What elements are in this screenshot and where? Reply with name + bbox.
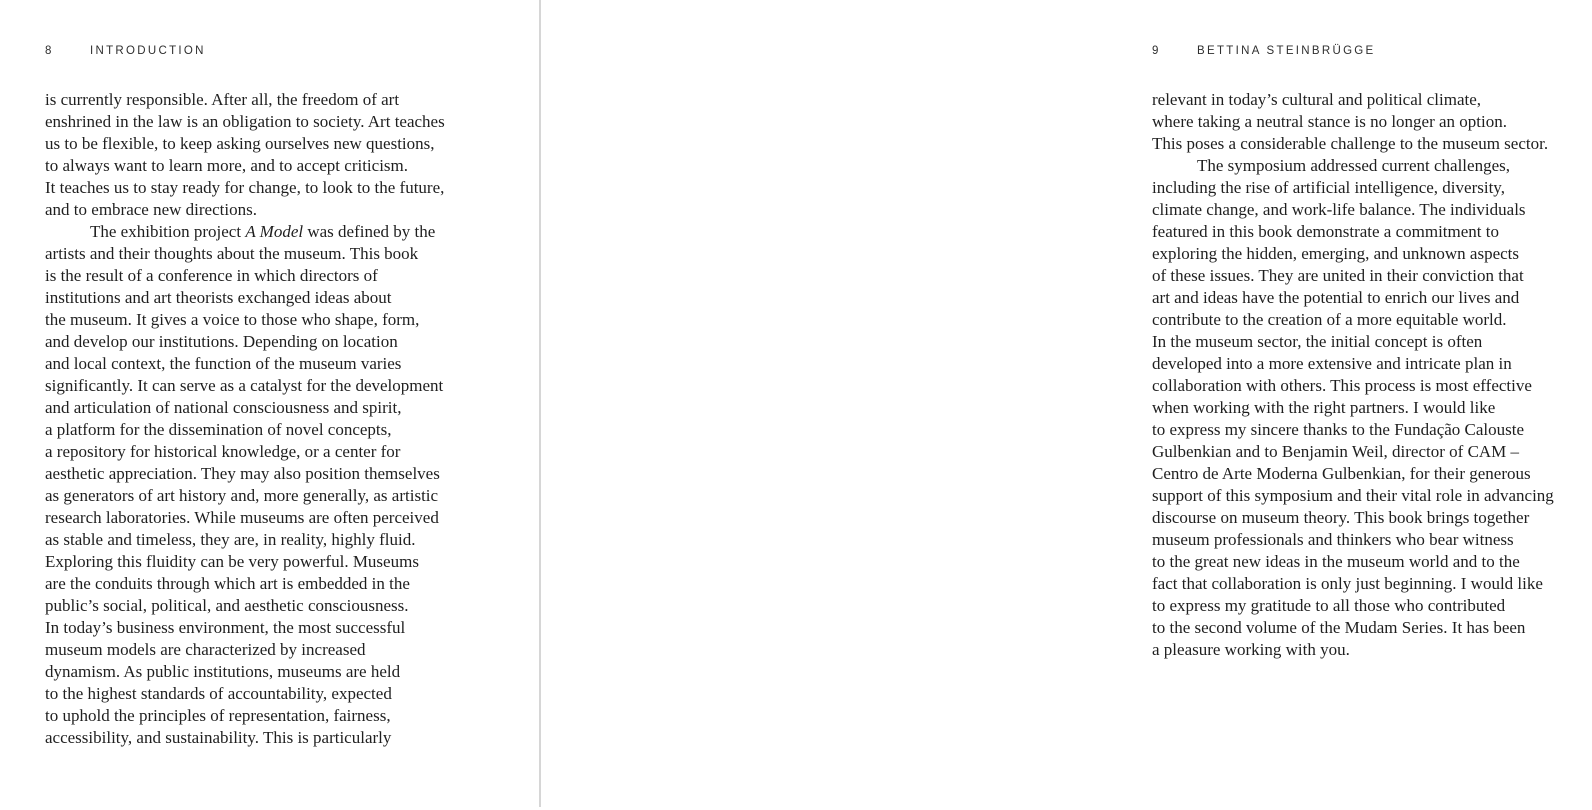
text-run: The exhibition project xyxy=(90,222,246,241)
page-left-running-title: INTRODUCTION xyxy=(90,45,206,57)
text-run: fact that collaboration is only just beginning. I would like xyxy=(1152,574,1543,593)
text-line xyxy=(45,529,485,551)
text-run: a pleasure working with you. xyxy=(1152,640,1350,659)
text-run: enshrined in the law is an obligation to society. Art teaches xyxy=(45,112,445,131)
text-run: of these issues. They are united in their conviction that xyxy=(1152,266,1524,285)
page-right xyxy=(540,0,1554,810)
text-line xyxy=(45,573,485,595)
text-run: a repository for historical knowledge, or a center for xyxy=(45,442,401,461)
text-run: dynamism. As public institutions, museums are held xyxy=(45,662,401,681)
text-run: a platform for the dissemination of novel concepts, xyxy=(45,420,392,439)
text-run: exploring the hidden, emerging, and unknown aspects xyxy=(1152,244,1519,263)
text-run: to express my sincere thanks to the Fundação Calouste xyxy=(1152,420,1525,439)
text-line xyxy=(45,199,485,221)
text-run: The symposium addressed current challenges, xyxy=(1197,156,1510,175)
text-run: art and ideas have the potential to enrich our lives and xyxy=(1152,288,1520,307)
italic-text-run: A Model xyxy=(245,222,304,241)
text-run: to express my gratitude to all those who contributed xyxy=(1152,596,1506,615)
text-run: as generators of art history and, more generally, as artistic xyxy=(45,486,439,505)
text-line xyxy=(1152,485,1592,507)
text-line xyxy=(1152,155,1592,177)
text-run: museum models are characterized by increased xyxy=(45,640,366,659)
text-line xyxy=(1152,529,1592,551)
text-run: Exploring this fluidity can be very powerful. Museums xyxy=(45,552,419,571)
text-line xyxy=(45,507,485,529)
text-line xyxy=(1152,177,1592,199)
text-line xyxy=(1152,111,1592,133)
text-run: and local context, the function of the museum varies xyxy=(45,354,402,373)
text-run: contribute to the creation of a more equitable world. xyxy=(1152,310,1507,329)
text-line xyxy=(45,331,485,353)
text-line xyxy=(1152,199,1592,221)
text-line xyxy=(45,595,485,617)
text-line xyxy=(45,243,485,265)
text-line xyxy=(45,265,485,287)
page-right-body xyxy=(1152,89,1592,661)
text-run: to the highest standards of accountability, expected xyxy=(45,684,392,703)
text-line xyxy=(45,705,485,727)
text-run: aesthetic appreciation. They may also position themselves xyxy=(45,464,440,483)
text-line xyxy=(1152,573,1592,595)
text-run: It teaches us to stay ready for change, to look to the future, xyxy=(45,178,445,197)
text-run: relevant in today’s cultural and political climate, xyxy=(1152,90,1482,109)
text-line xyxy=(1152,375,1592,397)
page-left-number: 8 xyxy=(45,45,52,57)
page-right-number: 9 xyxy=(1152,45,1159,57)
text-run: support of this symposium and their vital role in advancing xyxy=(1152,486,1554,505)
text-run: accessibility, and sustainability. This is particularly xyxy=(45,728,392,747)
text-run: including the rise of artificial intelligence, diversity, xyxy=(1152,178,1505,197)
text-run: significantly. It can serve as a catalyst for the development xyxy=(45,376,444,395)
text-run: In today’s business environment, the most successful xyxy=(45,618,406,637)
text-line xyxy=(1152,463,1592,485)
text-run: and develop our institutions. Depending on location xyxy=(45,332,398,351)
text-run: artists and their thoughts about the museum. This book xyxy=(45,244,419,263)
text-line xyxy=(1152,419,1592,441)
text-line xyxy=(45,221,485,243)
text-line xyxy=(45,661,485,683)
text-run: to the second volume of the Mudam Series. It has been xyxy=(1152,618,1526,637)
text-line xyxy=(45,353,485,375)
text-line xyxy=(45,441,485,463)
text-line xyxy=(45,551,485,573)
text-run: to always want to learn more, and to accept criticism. xyxy=(45,156,409,175)
text-run: when working with the right partners. I would like xyxy=(1152,398,1496,417)
text-line xyxy=(45,485,485,507)
page-left-header xyxy=(45,45,206,57)
text-run: is the result of a conference in which directors of xyxy=(45,266,378,285)
text-line xyxy=(45,133,485,155)
text-line xyxy=(1152,265,1592,287)
text-run: collaboration with others. This process is most effective xyxy=(1152,376,1532,395)
text-line xyxy=(45,463,485,485)
text-line xyxy=(45,287,485,309)
text-run: was defined by the xyxy=(303,222,436,241)
page-left xyxy=(0,0,540,810)
text-line xyxy=(45,727,485,749)
text-line xyxy=(45,683,485,705)
text-line xyxy=(1152,331,1592,353)
text-run: featured in this book demonstrate a commitment to xyxy=(1152,222,1499,241)
text-line xyxy=(45,309,485,331)
text-run: This poses a considerable challenge to the museum sector. xyxy=(1152,134,1549,153)
text-line xyxy=(1152,595,1592,617)
text-line xyxy=(45,111,485,133)
text-line xyxy=(1152,309,1592,331)
text-run: are the conduits through which art is embedded in the xyxy=(45,574,410,593)
text-line xyxy=(1152,397,1592,419)
text-run: In the museum sector, the initial concept is often xyxy=(1152,332,1483,351)
text-line xyxy=(45,639,485,661)
text-line xyxy=(1152,221,1592,243)
text-run: museum professionals and thinkers who bear witness xyxy=(1152,530,1514,549)
text-run: institutions and art theorists exchanged ideas about xyxy=(45,288,392,307)
text-line xyxy=(1152,287,1592,309)
text-run: discourse on museum theory. This book brings together xyxy=(1152,508,1530,527)
text-line xyxy=(1152,243,1592,265)
text-line xyxy=(45,155,485,177)
text-run: and to embrace new directions. xyxy=(45,200,257,219)
text-run: research laboratories. While museums are often perceived xyxy=(45,508,439,527)
text-run: to uphold the principles of representation, fairness, xyxy=(45,706,391,725)
text-line xyxy=(45,419,485,441)
text-run: developed into a more extensive and intricate plan in xyxy=(1152,354,1512,373)
text-line xyxy=(45,375,485,397)
text-run: to the great new ideas in the museum world and to the xyxy=(1152,552,1520,571)
text-run: climate change, and work-life balance. The individuals xyxy=(1152,200,1526,219)
text-run: us to be flexible, to keep asking ourselves new questions, xyxy=(45,134,435,153)
text-line xyxy=(1152,507,1592,529)
text-run: the museum. It gives a voice to those who shape, form, xyxy=(45,310,420,329)
text-line xyxy=(1152,639,1592,661)
text-run: public’s social, political, and aesthetic consciousness. xyxy=(45,596,409,615)
text-line xyxy=(1152,89,1592,111)
text-run: where taking a neutral stance is no longer an option. xyxy=(1152,112,1507,131)
text-run: is currently responsible. After all, the freedom of art xyxy=(45,90,400,109)
text-line xyxy=(1152,441,1592,463)
text-run: and articulation of national consciousness and spirit, xyxy=(45,398,402,417)
text-run: Centro de Arte Moderna Gulbenkian, for their generous xyxy=(1152,464,1531,483)
text-line xyxy=(1152,551,1592,573)
text-line xyxy=(45,617,485,639)
text-line xyxy=(45,397,485,419)
text-run: as stable and timeless, they are, in reality, highly fluid. xyxy=(45,530,416,549)
text-line xyxy=(1152,353,1592,375)
page-right-running-title: BETTINA STEINBRÜGGE xyxy=(1197,45,1376,57)
page-right-header xyxy=(1152,45,1376,57)
page-left-body xyxy=(45,89,485,749)
text-line xyxy=(1152,133,1592,155)
text-run: Gulbenkian and to Benjamin Weil, director of CAM – xyxy=(1152,442,1520,461)
text-line xyxy=(1152,617,1592,639)
text-line xyxy=(45,177,485,199)
text-line xyxy=(45,89,485,111)
